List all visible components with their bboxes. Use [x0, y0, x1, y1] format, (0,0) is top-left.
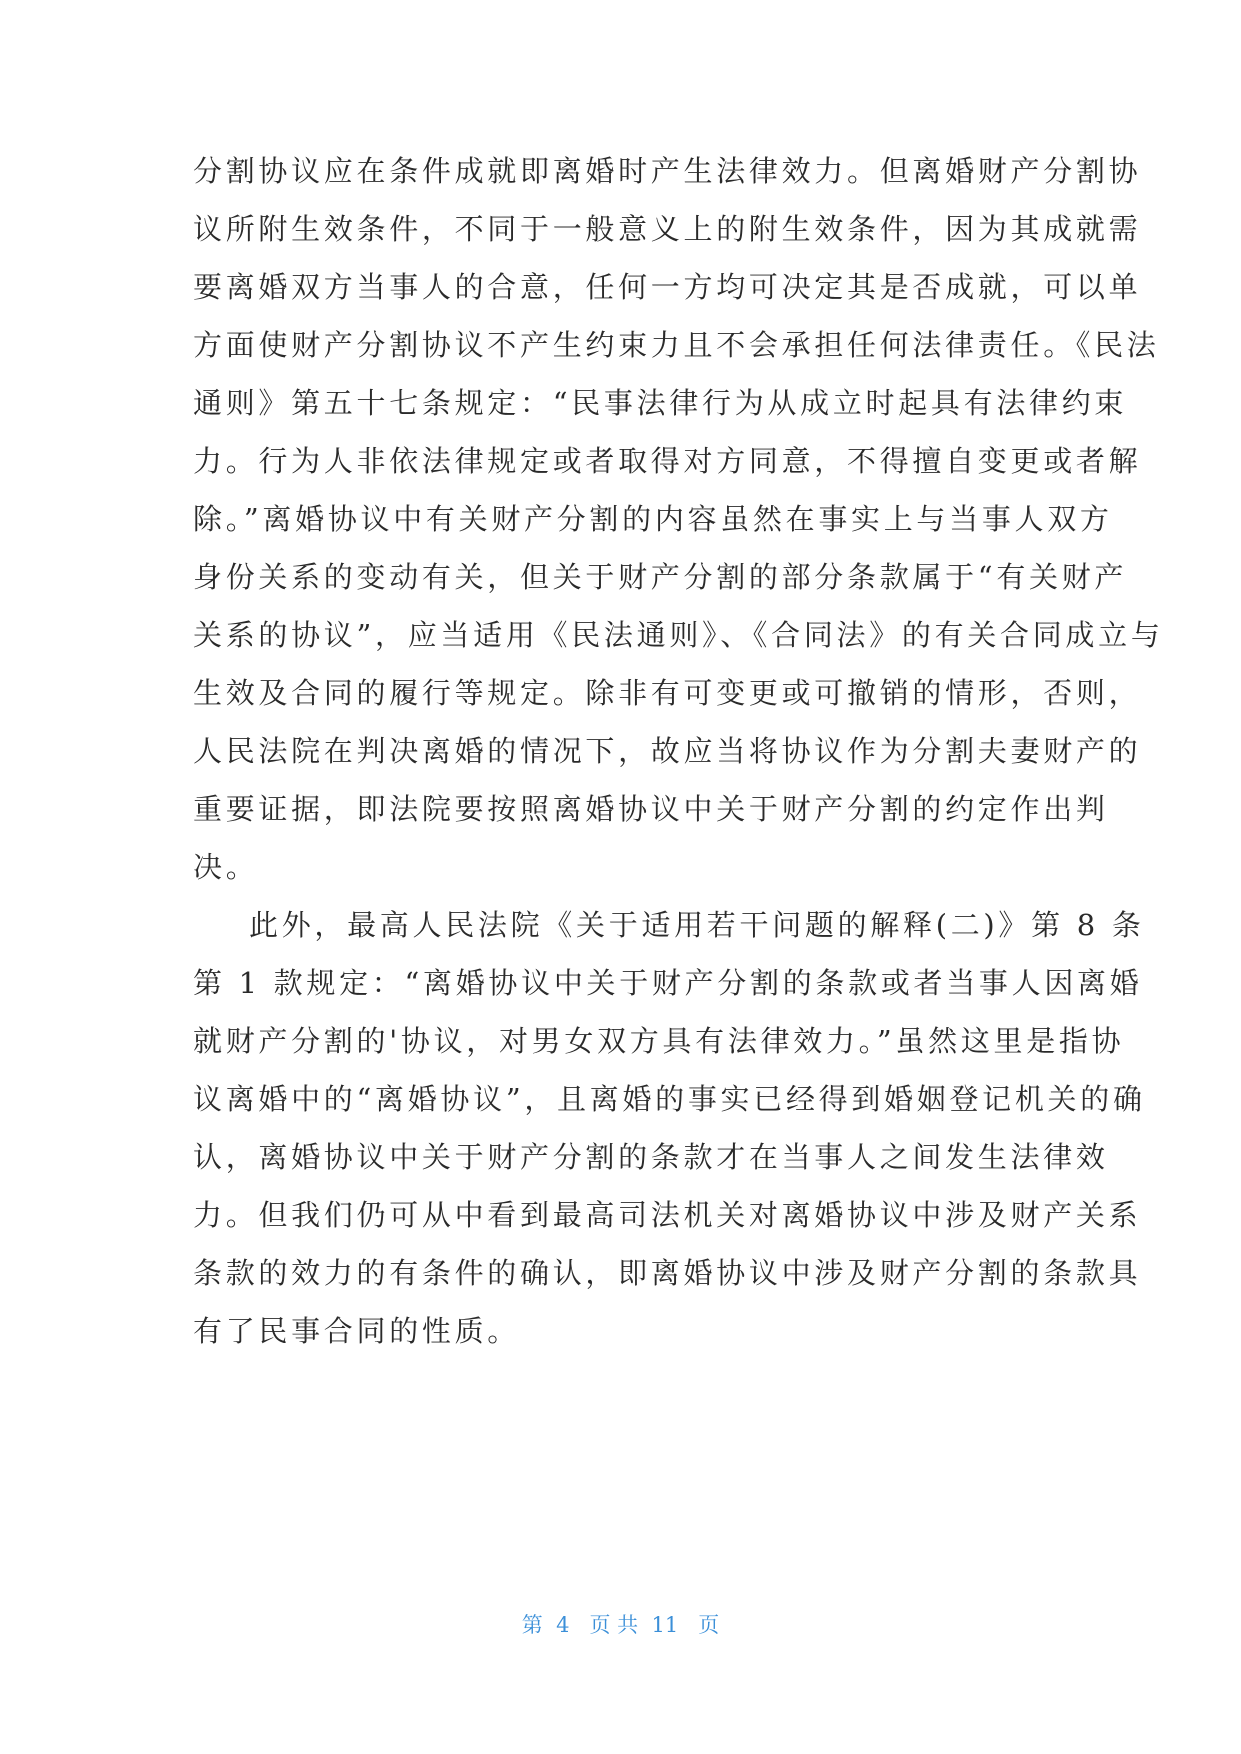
paragraph-line: 决。 [193, 850, 259, 884]
paragraph-line: 重要证据，即法院要按照离婚协议中关于财产分割的约定作出判 [193, 792, 1109, 826]
paragraph-line: 第 1 款规定：“离婚协议中关于财产分割的条款或者当事人因离婚 [193, 966, 1143, 1000]
paragraph-line: 力。但我们仍可从中看到最高司法机关对离婚协议中涉及财产关系 [193, 1198, 1142, 1232]
paragraph-line: 要离婚双方当事人的合意，任何一方均可决定其是否成就，可以单 [193, 270, 1142, 304]
paragraph-line: 条款的效力的有条件的确认，即离婚协议中涉及财产分割的条款具 [193, 1256, 1142, 1290]
page-number-footer: 第 4 页 共 11 页 [521, 1613, 720, 1637]
paragraph-line: 人民法院在判决离婚的情况下，故应当将协议作为分割夫妻财产的 [193, 734, 1142, 768]
paragraph-line: 除。”离婚协议中有关财产分割的内容虽然在事实上与当事人双方 [193, 502, 1113, 536]
paragraph-line: 通则》第五十七条规定：“民事法律行为从成立时起具有法律约束 [193, 386, 1128, 420]
paragraph-line: 关系的协议”，应当适用《民法通则》、《合同法》的有关合同成立与 [193, 618, 1164, 652]
paragraph-line: 有了民事合同的性质。 [193, 1314, 521, 1348]
paragraph-line: 议离婚中的“离婚协议”，且离婚的事实已经得到婚姻登记机关的确 [193, 1082, 1146, 1116]
paragraph-line: 身份关系的变动有关，但关于财产分割的部分条款属于“有关财产 [193, 560, 1128, 594]
paragraph-line: 就财产分割的'协议，对男女双方具有法律效力。”虽然这里是指协 [193, 1024, 1125, 1058]
paragraph-line: 认，离婚协议中关于财产分割的条款才在当事人之间发生法律效 [193, 1140, 1109, 1174]
paragraph-line: 生效及合同的履行等规定。除非有可变更或可撤销的情形，否则， [193, 676, 1142, 710]
paragraph-line: 议所附生效条件，不同于一般意义上的附生效条件，因为其成就需 [193, 212, 1142, 246]
paragraph-line: 分割协议应在条件成就即离婚时产生法律效力。但离婚财产分割协 [193, 154, 1142, 188]
paragraph-line: 力。行为人非依法律规定或者取得对方同意，不得擅自变更或者解 [193, 444, 1142, 478]
paragraph-line: 方面使财产分割协议不产生约束力且不会承担任何法律责任。《民法 [193, 328, 1160, 362]
paragraph-line: 此外，最高人民法院《关于适用若干问题的解释(二)》第 8 条 [249, 908, 1145, 942]
